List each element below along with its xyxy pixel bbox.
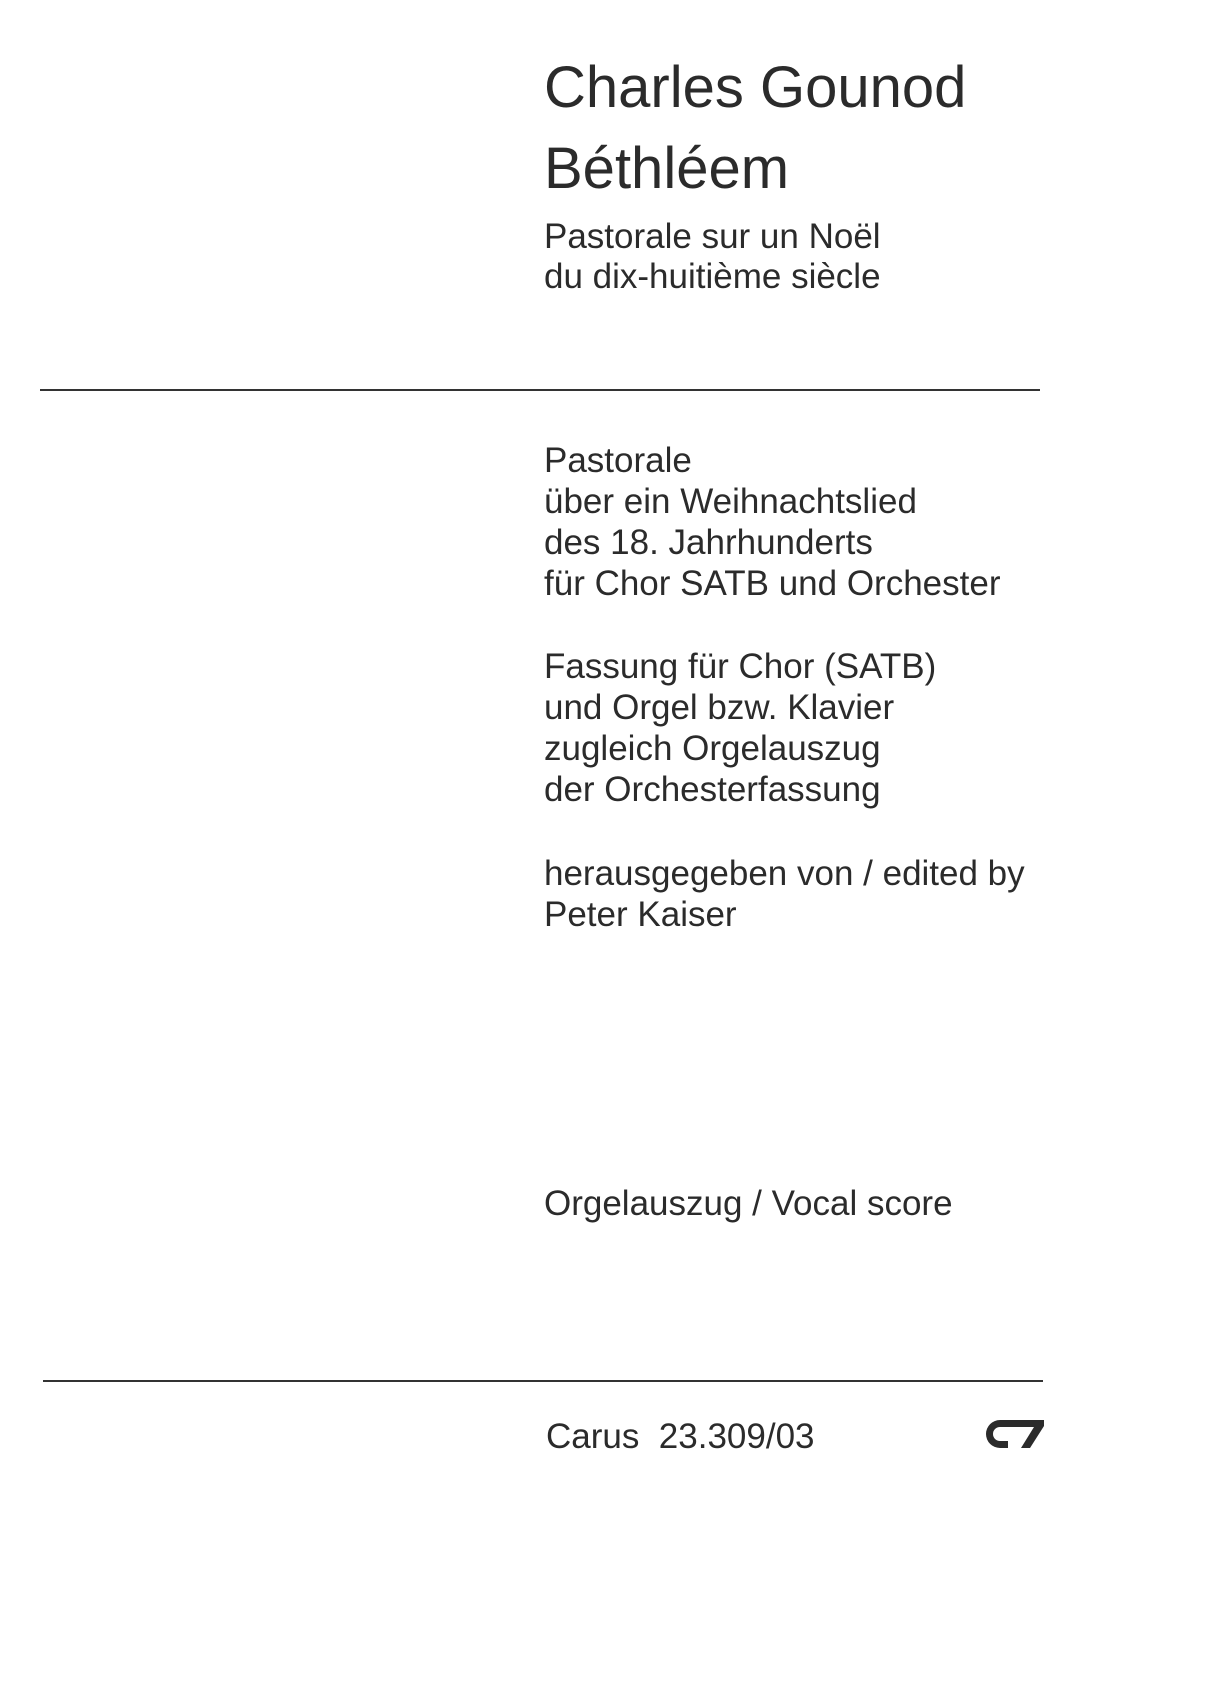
subtitle-fr-line: du dix-huitième siècle [544, 257, 881, 296]
version-line: und Orgel bzw. Klavier [544, 688, 895, 727]
carus-logo-icon [978, 1416, 1044, 1452]
subtitle-de-line: für Chor SATB und Orchester [544, 564, 1001, 603]
subtitle-de-line: Pastorale [544, 441, 692, 480]
title: Béthléem [544, 136, 790, 201]
divider-bottom [43, 1380, 1043, 1382]
version-line: der Orchesterfassung [544, 770, 881, 809]
composer: Charles Gounod [544, 55, 967, 120]
subtitle-de-line: des 18. Jahrhunderts [544, 523, 873, 562]
subtitle-fr-line: Pastorale sur un Noël [544, 217, 881, 256]
subtitle-de-line: über ein Weihnachtslied [544, 482, 917, 521]
version-line: Fassung für Chor (SATB) [544, 647, 937, 686]
editor-name: Peter Kaiser [544, 895, 737, 934]
score-type: Orgelauszug / Vocal score [544, 1184, 953, 1223]
editor-credit: herausgegeben von / edited by [544, 854, 1025, 893]
version-line: zugleich Orgelauszug [544, 729, 881, 768]
divider-top [40, 389, 1040, 391]
catalog-number: Carus 23.309/03 [546, 1417, 815, 1456]
